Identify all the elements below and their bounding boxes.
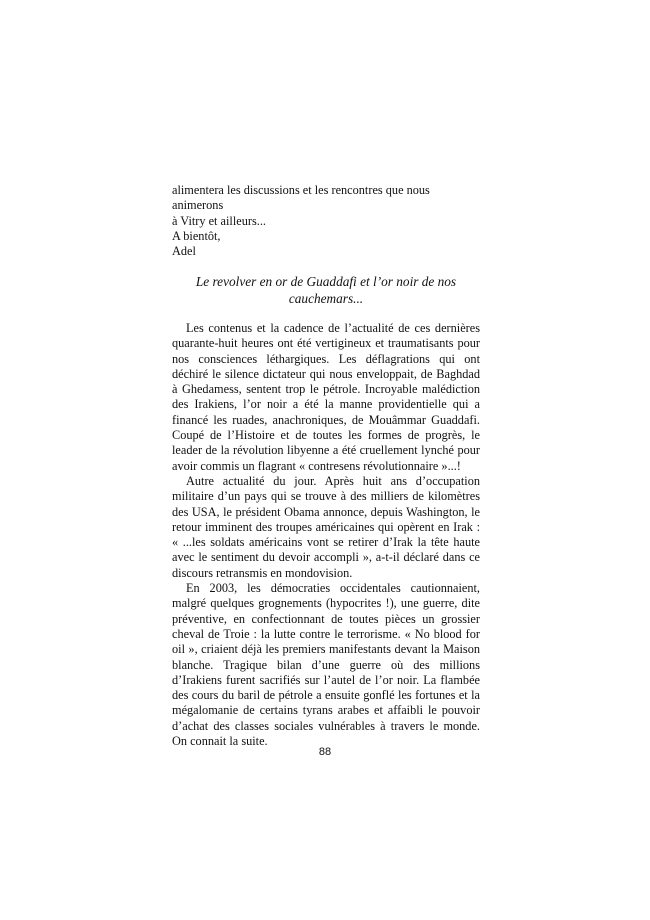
intro-line: à Vitry et ailleurs... (172, 213, 266, 228)
article-title: Le revolver en or de Guaddafi et l’or noir de nos cauchemars... (195, 274, 457, 306)
intro-line: alimentera les discussions et les rencontres que nous animerons (172, 183, 430, 213)
intro-line: A bientôt, (172, 228, 221, 243)
article-body (172, 321, 480, 749)
article-paragraph: Les contenus et la cadence de l’actualité de ces dernières quarante-huit heures ont été vertigineux et traumatisants pour nos consciences léthargiques. Les déflagrations qui ont déchiré le silence dictateur qui nous enveloppait, de Baghdad à Ghedamess, sentent trop le pétrole. Incroyable malédiction des Irakiens, l’or noir a été la manne providentielle qui a financé les ruades, anachroniques, de Mouâmmar Guaddafi. Coupé de l’Histoire et de toutes les formes de progrès, le leader de la révolution libyenne a été cruellement lynché pour avoir commis un flagrant « contresens révolutionnaire »...! (172, 321, 480, 473)
page-number: 88 (318, 746, 332, 758)
intro-block (172, 183, 480, 259)
intro-signature: Adel (172, 244, 196, 259)
article-paragraph: En 2003, les démocraties occidentales cautionnaient, malgré quelques grognements (hypocrites !), une guerre, dite préventive, en confectionnant de toutes pièces un grossier cheval de Troie : la lutte contre le terrorisme. « No blood for oil », criaient déjà les premiers manifestants devant la Maison blanche. Tragique bilan d’une guerre où des millions d’Irakiens furent sacrifiés sur l’autel de l’or noir. La flambée des cours du baril de pétrole a ensuite gonflé les fortunes et la mégalomanie de certains tyrans arabes et affaibli le pouvoir d’achat des classes sociales vulnérables à travers le monde. On connait la suite. (172, 581, 480, 749)
article-paragraph: Autre actualité du jour. Après huit ans d’occupation militaire d’un pays qui se trouve à des milliers de kilomètres des USA, le président Obama annonce, depuis Washington, le retour imminent des troupes américaines qui opèrent en Irak : « ...les soldats américains vont se retirer d’Irak la tête haute avec le sentiment du devoir accompli », a-t-il déclaré dans ce discours retransmis en mondovision. (172, 473, 480, 580)
